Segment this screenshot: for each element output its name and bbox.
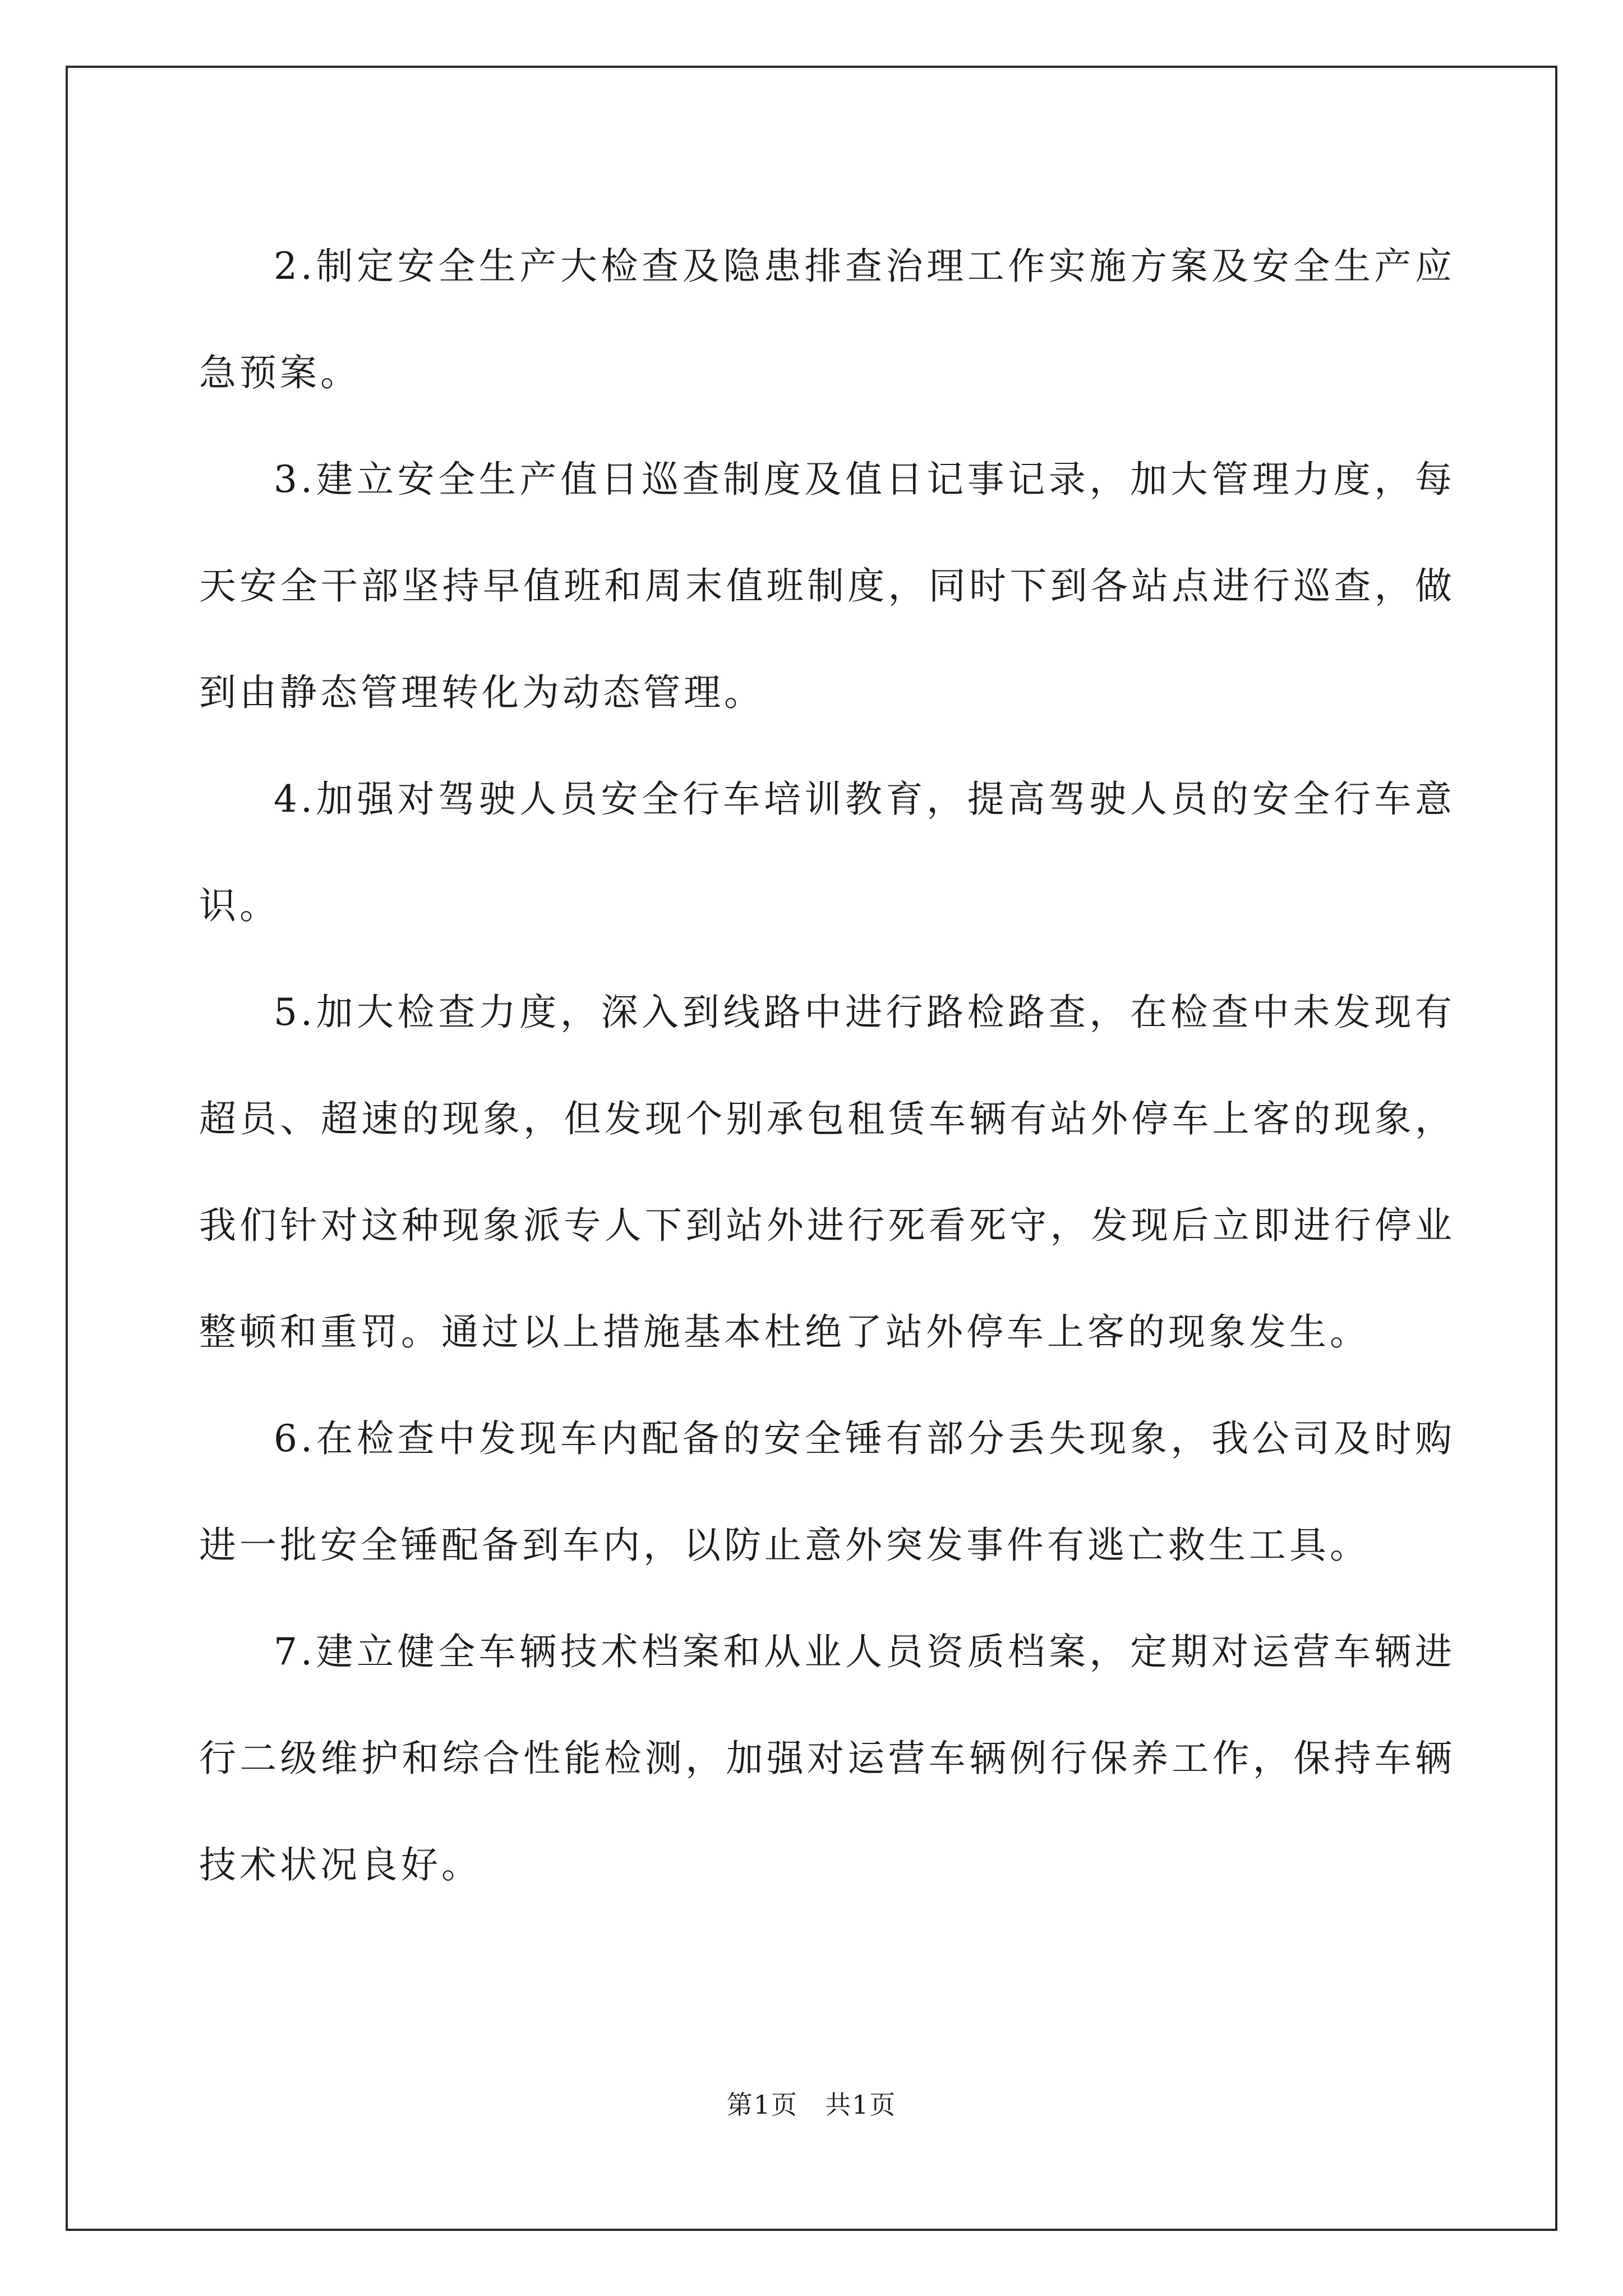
paragraph: 2.制定安全生产大检查及隐患排查治理工作实施方案及安全生产应急预案。 (199, 245, 1455, 394)
paragraph: 6.在检查中发现车内配备的安全锤有部分丢失现象，我公司及时购进一批安全锤配备到车内，以防止意外突发事件有逃亡救生工具。 (199, 1417, 1455, 1567)
document-body (199, 213, 1455, 1918)
paragraph: 3.建立安全生产值日巡查制度及值日记事记录，加大管理力度，每天安全干部坚持早值班和周末值班制度，同时下到各站点进行巡查，做到由静态管理转化为动态管理。 (199, 458, 1455, 714)
paragraph: 7.建立健全车辆技术档案和从业人员资质档案，定期对运营车辆进行二级维护和综合性能检测，加强对运营车辆例行保养工作，保持车辆技术状况良好。 (199, 1630, 1455, 1887)
paragraph: 4.加强对驾驶人员安全行车培训教育，提高驾驶人员的安全行车意识。 (199, 777, 1455, 927)
page-number-footer: 第1页 共1页 (726, 2090, 897, 2120)
paragraph: 5.加大检查力度，深入到线路中进行路检路查，在检查中未发现有超员、超速的现象，但发现个别承包租赁车辆有站外停车上客的现象，我们针对这种现象派专人下到站外进行死看死守，发现后立即进行停业整顿和重罚。通过以上措施基本杜绝了站外停车上客的现象发生。 (199, 991, 1455, 1354)
